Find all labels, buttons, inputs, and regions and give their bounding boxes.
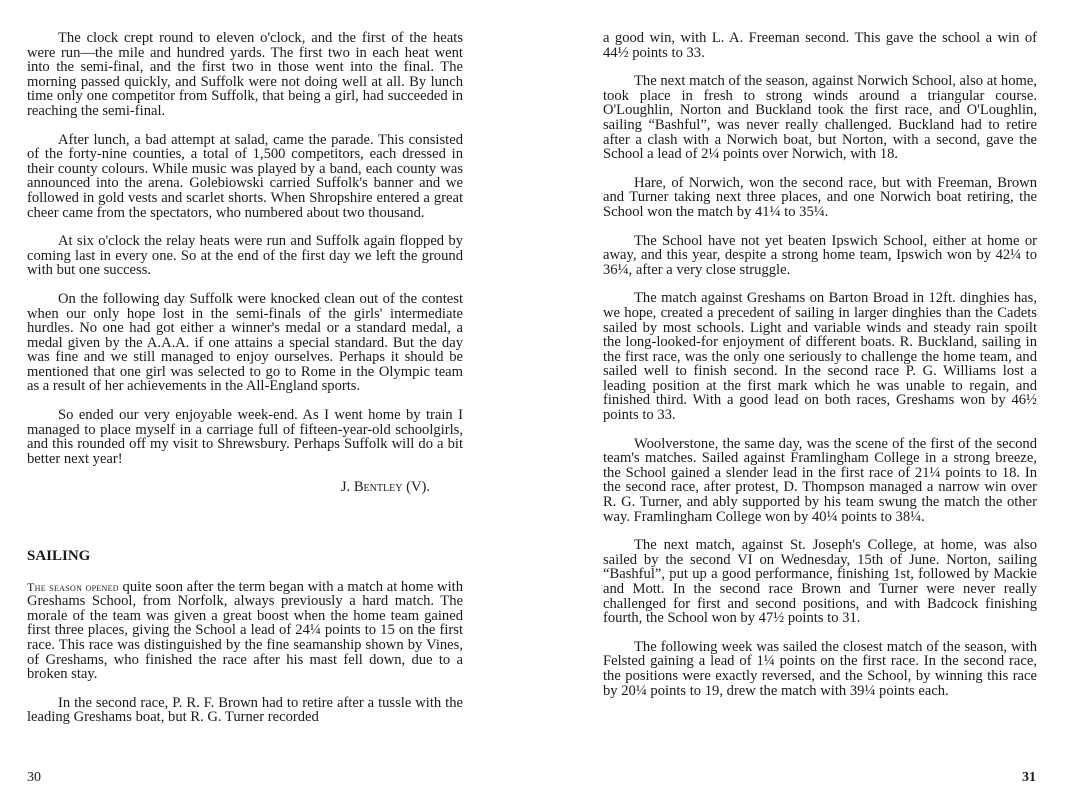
paragraph: The clock crept round to eleven o'clock, and the first of the heats were run—the mile and hundred yards. The first two in each heat went into the semi-final, and the first two in those went into the final. The morning passed quickly, and Suffolk were not doing well at all. By lunch time only one competitor from Suffolk, that being a girl, had succeeded in reaching the semi-final. — [27, 30, 463, 119]
paragraph-body: quite soon after the term began with a match at home with Greshams School, from Norfolk, always previously a hard match. The morale of the team was given a great boost when the home team gained first three places, giving the School a lead of 24¼ points to 15 on the first race. This race was distinguished by the fine seamanship shown by Vines, of Greshams, who finished the race after his mast fell down, due to a broken stay. — [27, 578, 463, 683]
right-column — [603, 31, 1037, 712]
paragraph — [27, 580, 463, 682]
page-number: 31 — [1022, 770, 1036, 785]
paragraph: Woolverstone, the same day, was the scene of the first of the second team's matches. Sailed against Framlingham College in a strong breeze, the School gained a slender lead in the first race of 21¼ points to 18. In the second race, after protest, D. Thompson managed a narrow win over R. G. Turner, and ably supported by his team swung the match the other way. Framlingham College won by 40¼ points to 38¼. — [603, 435, 1037, 525]
paragraph: In the second race, P. R. F. Brown had to retire after a tussle with the leading Greshams boat, but R. G. Turner recorded — [27, 694, 463, 726]
paragraph: After lunch, a bad attempt at salad, came the parade. This consisted of the forty-nine counties, a total of 1,500 competitors, each dressed in their county colours. While music was played by a band, each county was announced into the arena. Golebiowski carried Suffolk's banner and we followed in gold vests and scarlet shorts. When Shropshire entered a great cheer came from the spectators, who numbered about two thousand. — [27, 131, 463, 221]
lead-in-text: The season opened — [27, 579, 119, 594]
page-number: 30 — [27, 770, 41, 785]
paragraph: The following week was sailed the closest match of the season, with Felsted gaining a lead of 1¼ points on the first race. In the second race, the positions were exactly reversed, and the School, by winning this race by 20¼ points to 19, drew the match with 39¼ points each. — [603, 638, 1037, 699]
paragraph: The next match of the season, against Norwich School, also at home, took place in fresh to strong winds around a triangular course. O'Loughlin, Norton and Buckland took the first race, and O'Loughlin, sailing “Bashful”, was never really challenged. Buckland had to retire after a clash with a Norwich boat, but Norton, with a second, gave the School a lead of 2¼ points over Norwich, with 18. — [603, 73, 1037, 163]
paragraph: The match against Greshams on Barton Broad in 12ft. dinghies has, we hope, created a precedent of sailing in larger dinghies than the Cadets sailed by most schools. Light and variable winds and steady rain spoilt the long-looked-for enjoyment of different boats. R. Buckland, sailing in the first race, was the only one seriously to challenge the home team, and sailed well to finish second. In the second race P. G. Williams lost a leading position at the first mark which he was unable to regain, and finished third. With a good lead on both races, Greshams won by 46½ points to 33. — [603, 290, 1037, 424]
paragraph: On the following day Suffolk were knocked clean out of the contest when our only hope lost in the semi-finals of the girls' intermediate hurdles. No one had got either a winner's medal or a standard medal, a medal given by the A.A.A. if one attains a special standard. But the day was fine and we still managed to enjoy ourselves. Perhaps it should be mentioned that one girl was selected to go to Rome in the Olympic team as a result of her achievements in the All-England sports. — [27, 290, 463, 395]
paragraph: So ended our very enjoyable week-end. As I went home by train I managed to place myself in a carriage full of fifteen-year-old schoolgirls, and this rounded off my visit to Shrewsbury. Perhaps Suffolk will do a bit better next year! — [27, 407, 463, 467]
paragraph-continuation: a good win, with L. A. Freeman second. This gave the school a win of 44½ points to 33. — [603, 30, 1037, 61]
left-column — [27, 31, 463, 739]
paragraph: Hare, of Norwich, won the second race, but with Freeman, Brown and Turner taking next three places, and one Norwich boat retiring, the School won the match by 41¼ to 35¼. — [603, 174, 1037, 220]
section-heading: SAILING — [27, 548, 91, 565]
paragraph: The School have not yet beaten Ipswich School, either at home or away, and this year, despite a strong home team, Ipswich won by 42¼ to 36¼, after a very close struggle. — [603, 232, 1037, 278]
paragraph: At six o'clock the relay heats were run and Suffolk again flopped by coming last in every one. So at the end of the first day we left the ground with but one success. — [27, 233, 463, 279]
paragraph: The next match, against St. Joseph's College, at home, was also sailed by the second VI on Wednesday, 15th of June. Norton, sailing “Bashful”, put up a good performance, finishing 1st, followed by Mackie and Mott. In the second race Brown and Turner were never really challenged for first and second positions, and with Badcock finishing fourth, the School won by 47½ points to 31. — [603, 537, 1037, 627]
author-signature: J. Bentley (V). — [340, 479, 430, 496]
